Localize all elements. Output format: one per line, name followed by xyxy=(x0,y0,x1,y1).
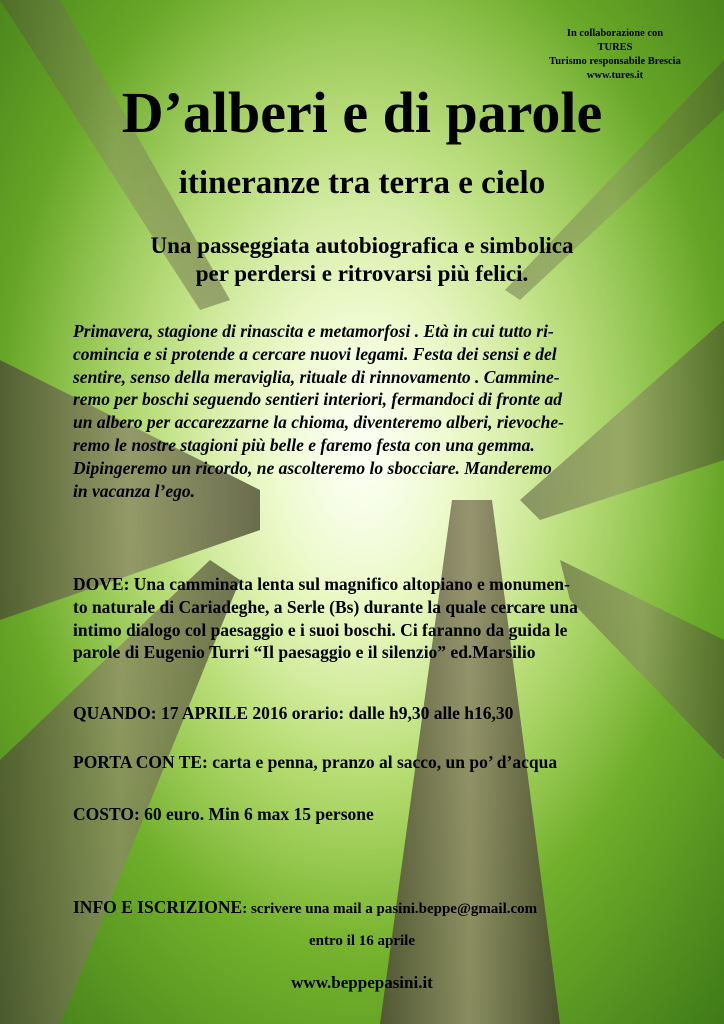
intro-line: un albero per accarezzarne la chioma, diventeremo alberi, rievoche- xyxy=(73,412,564,433)
cost-section xyxy=(73,803,708,826)
when-label: QUANDO xyxy=(73,703,151,723)
info-label: INFO E ISCRIZIONE xyxy=(73,897,243,917)
info-section xyxy=(73,896,708,921)
when-text: : 17 APRILE 2016 orario: dalle h9,30 alle h16,30 xyxy=(150,703,514,723)
where-text: : Una camminata lenta sul magnifico altopiano e monumen- xyxy=(123,574,570,594)
intro-line: remo le nostre stagioni più belle e faremo festa con una gemma. xyxy=(73,434,535,455)
collaboration-note xyxy=(520,27,710,83)
intro-line: in vacanza l’ego. xyxy=(73,480,196,501)
collab-url[interactable]: www.tures.it xyxy=(586,70,644,81)
intro-line: Dipingeremo un ricordo, ne ascolteremo lo sbocciare. Manderemo xyxy=(73,457,552,478)
where-section xyxy=(73,573,708,664)
intro-line: comincia e si protende a cercare nuovi legami. Festa dei sensi e del xyxy=(73,343,557,364)
where-label: DOVE xyxy=(73,574,124,594)
where-text: parole di Eugenio Turri “Il paesaggio e il silenzio” ed.Marsilio xyxy=(73,642,536,663)
cost-text: : 60 euro. Min 6 max 15 persone xyxy=(133,804,374,824)
collab-line-2: TURES xyxy=(597,42,633,53)
tagline xyxy=(0,232,724,288)
poster-subtitle: itineranze tra terra e cielo xyxy=(178,165,546,201)
info-email-text[interactable]: : scrivere una mail a pasini.beppe@gmail.com xyxy=(242,901,538,917)
intro-paragraph xyxy=(73,320,703,502)
bring-label: PORTA CON TE xyxy=(73,752,203,772)
intro-line: Primavera, stagione di rinascita e metamorfosi . Età in cui tutto ri- xyxy=(73,321,554,341)
when-section xyxy=(73,702,708,725)
bring-section xyxy=(73,751,708,774)
tagline-line-2: per perdersi e ritrovarsi più felici. xyxy=(195,261,529,286)
where-text: intimo dialogo col paesaggio e i suoi boschi. Ci faranno da guida le xyxy=(73,619,568,640)
where-text: to naturale di Cariadeghe, a Serle (Bs) durante la quale cercare una xyxy=(73,596,578,617)
cost-label: COSTO xyxy=(73,804,134,824)
collab-line-1: In collaborazione con xyxy=(566,28,664,39)
collab-line-3: Turismo responsabile Brescia xyxy=(549,56,681,67)
bring-text: : carta e penna, pranzo al sacco, un po’ d’acqua xyxy=(202,752,558,772)
tagline-line-1: Una passeggiata autobiografica e simbolica xyxy=(150,233,574,258)
intro-line: remo per boschi seguendo sentieri interiori, fermandoci di fronte ad xyxy=(73,389,563,410)
website-link[interactable]: www.beppepasini.it xyxy=(291,973,433,992)
registration-deadline: entro il 16 aprile xyxy=(309,933,415,949)
intro-line: sentire, senso della meraviglia, rituale di rinnovamento . Cammine- xyxy=(73,366,560,387)
poster-title: D’alberi e di parole xyxy=(121,80,603,145)
